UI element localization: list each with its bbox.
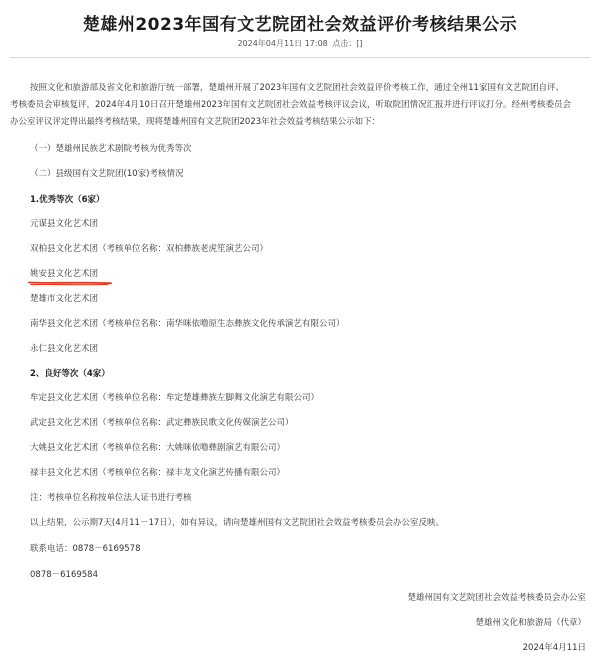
- signature-org: 楚雄州国有文艺院团社会效益考核委员会办公室: [407, 593, 586, 603]
- section-two: （二）县级国有文艺院团(10家)考核情况: [30, 169, 184, 179]
- list-item: 楚雄市文化艺术团: [30, 294, 99, 304]
- list-item: 永仁县文化艺术团: [30, 344, 99, 354]
- list-item: 武定县文化艺术团（考核单位名称：武定彝族民歌文化传媒演艺公司）: [30, 418, 294, 428]
- page-title: 楚雄州2023年国有文艺院团社会效益评价考核结果公示: [82, 15, 518, 35]
- list-item: 双柏县文化艺术团（考核单位名称：双柏彝族老虎笙演艺公司）: [30, 244, 269, 254]
- title-divider: [10, 57, 590, 58]
- list-item: 牟定县文化艺术团（考核单位名称：牟定楚雄彝族左脚舞文化演艺有限公司）: [30, 393, 320, 403]
- intro-line: 考核委员会审核复评，2024年4月10日召开楚雄州2023年国有文艺院团社会效益考核评议会议，听取院团情况汇报并进行评议打分。经州考核委员会: [10, 100, 571, 110]
- publicity-period-text: 以上结果，公示期7天(4月11－17日），如有异议，请向楚雄州国有文艺院团社会效益考核委员会办公室反映。: [30, 518, 445, 528]
- click-count: 点击：[]: [332, 39, 363, 48]
- publish-meta: [0, 38, 600, 49]
- list-item: 南华县文化艺术团（考核单位名称：南华咪依噜原生态彝族文化传承演艺有限公司）: [30, 319, 345, 329]
- intro-paragraph: [10, 80, 586, 131]
- good-heading: 2、良好等次（4家）: [30, 369, 110, 379]
- intro-line: 办公室评议评定得出最终考核结果，现将楚雄州国有文艺院团2023年社会效益考核结果公示如下：: [10, 117, 381, 127]
- section-one: （一）楚雄州民族艺术剧院考核为优秀等次: [30, 144, 192, 154]
- list-item: 禄丰县文化艺术团（考核单位名称：禄丰龙文化演艺传播有限公司）: [30, 468, 286, 478]
- publish-date: 2024年04月11日 17:08: [237, 39, 328, 48]
- intro-line: 按照文化和旅游部及省文化和旅游厅统一部署，楚雄州开展了2023年国有文艺院团社会效益评价考核工作，通过全州11家国有文艺院团自评、: [30, 83, 564, 93]
- red-handdrawn-underline: [28, 280, 112, 286]
- signature-date: 2024年4月11日: [522, 643, 586, 653]
- signature-bureau: 楚雄州文化和旅游局（代章）: [475, 618, 586, 628]
- list-item-highlighted: 姚安县文化艺术团: [30, 269, 99, 279]
- note-text: 注：考核单位名称按单位法人证书进行考核: [30, 493, 192, 503]
- list-item: 大姚县文化艺术团（考核单位名称：大姚咪依噜彝剧演艺有限公司）: [30, 443, 286, 453]
- excellent-heading: 1.优秀等次（6家）: [30, 195, 105, 205]
- list-item: 元谋县文化艺术团: [30, 219, 99, 229]
- contact-phone: 联系电话：0878－6169578: [30, 544, 141, 554]
- contact-phone-2: 0878－6169584: [30, 570, 98, 580]
